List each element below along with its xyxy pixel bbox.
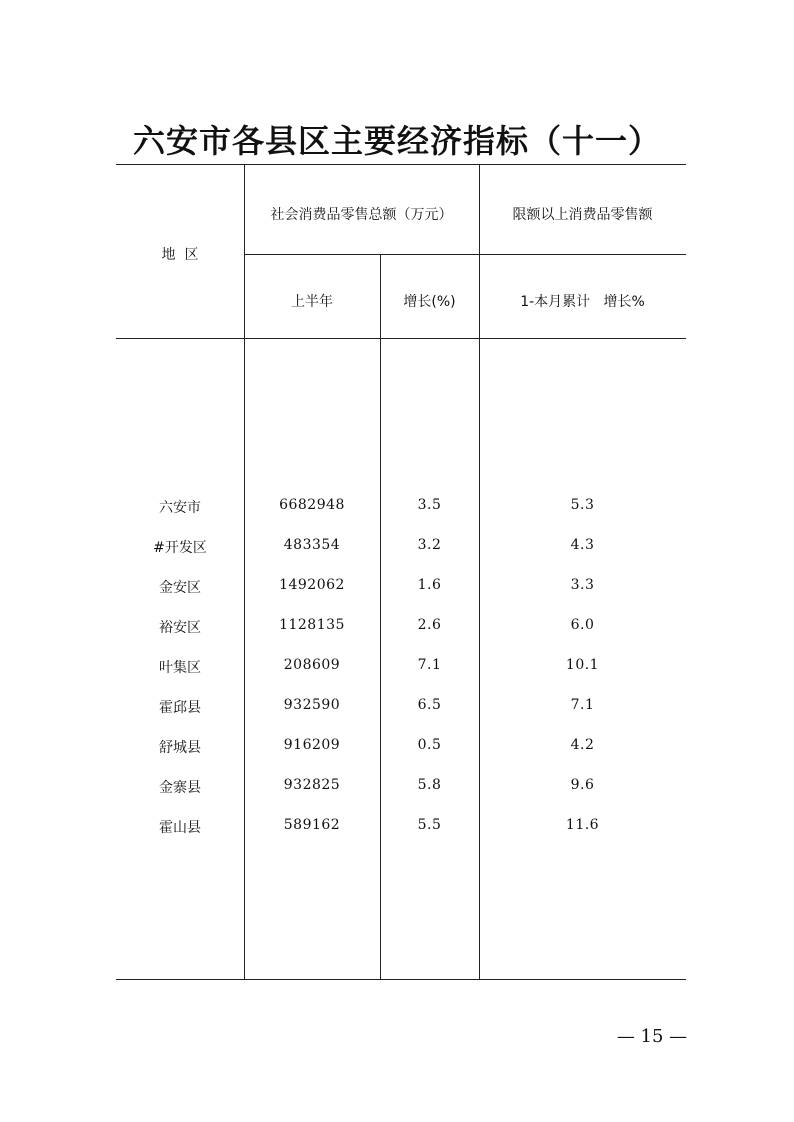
table-bottom-rule [116,979,686,980]
cell-cumulative-growth: 4.2 [570,737,595,753]
cell-region: #开发区 [153,540,207,556]
cell-cumulative-growth: 10.1 [565,657,600,673]
cell-region: 裕安区 [159,620,201,636]
cell-cumulative-growth: 3.3 [570,577,595,593]
cell-region: 霍邱县 [159,700,201,716]
cell-region: 金寨县 [159,780,201,796]
cell-cumulative-growth: 7.1 [570,697,595,713]
cell-half-year-value: 6682948 [279,497,345,513]
header-bottom-rule [116,338,686,339]
cell-cumulative-growth: 4.3 [570,537,595,553]
cell-region: 舒城县 [159,740,201,756]
cell-growth: 5.8 [417,777,442,793]
table-top-rule [116,164,686,165]
cell-half-year-value: 483354 [283,537,341,553]
cell-region: 六安市 [159,500,201,516]
cell-growth: 3.5 [417,497,442,513]
col-divider-1 [244,164,245,979]
cell-cumulative-growth: 11.6 [565,817,600,833]
cell-growth: 7.1 [417,657,442,673]
cell-cumulative-growth: 6.0 [570,617,595,633]
cell-half-year-value: 1492062 [279,577,345,593]
cell-region: 霍山县 [159,820,201,836]
header-growth: 增长(%) [403,294,456,310]
cell-cumulative-growth: 5.3 [570,497,595,513]
cell-growth: 5.5 [417,817,442,833]
cell-growth: 0.5 [417,737,442,753]
cell-cumulative-growth: 9.6 [570,777,595,793]
header-above-quota: 限额以上消费品零售额 [512,207,653,223]
header-region: 地 区 [161,247,199,263]
page-title: 六安市各县区主要经济指标（十一） [132,122,661,160]
header-mid-rule [244,254,686,255]
cell-half-year-value: 208609 [283,657,341,673]
col-divider-3 [479,164,480,979]
header-retail-total: 社会消费品零售总额（万元） [270,207,453,223]
cell-half-year-value: 932825 [283,777,341,793]
page-number: — 15 — [616,1026,688,1047]
cell-half-year-value: 1128135 [279,617,345,633]
cell-growth: 1.6 [417,577,442,593]
cell-half-year-value: 589162 [283,817,341,833]
cell-growth: 2.6 [417,617,442,633]
cell-growth: 3.2 [417,537,442,553]
cell-growth: 6.5 [417,697,442,713]
header-cumulative-growth: 1-本月累计 增长% [520,294,645,310]
cell-half-year-value: 916209 [283,737,341,753]
cell-region: 叶集区 [159,660,201,676]
cell-half-year-value: 932590 [283,697,341,713]
header-half-year: 上半年 [291,294,333,310]
cell-region: 金安区 [159,580,201,596]
